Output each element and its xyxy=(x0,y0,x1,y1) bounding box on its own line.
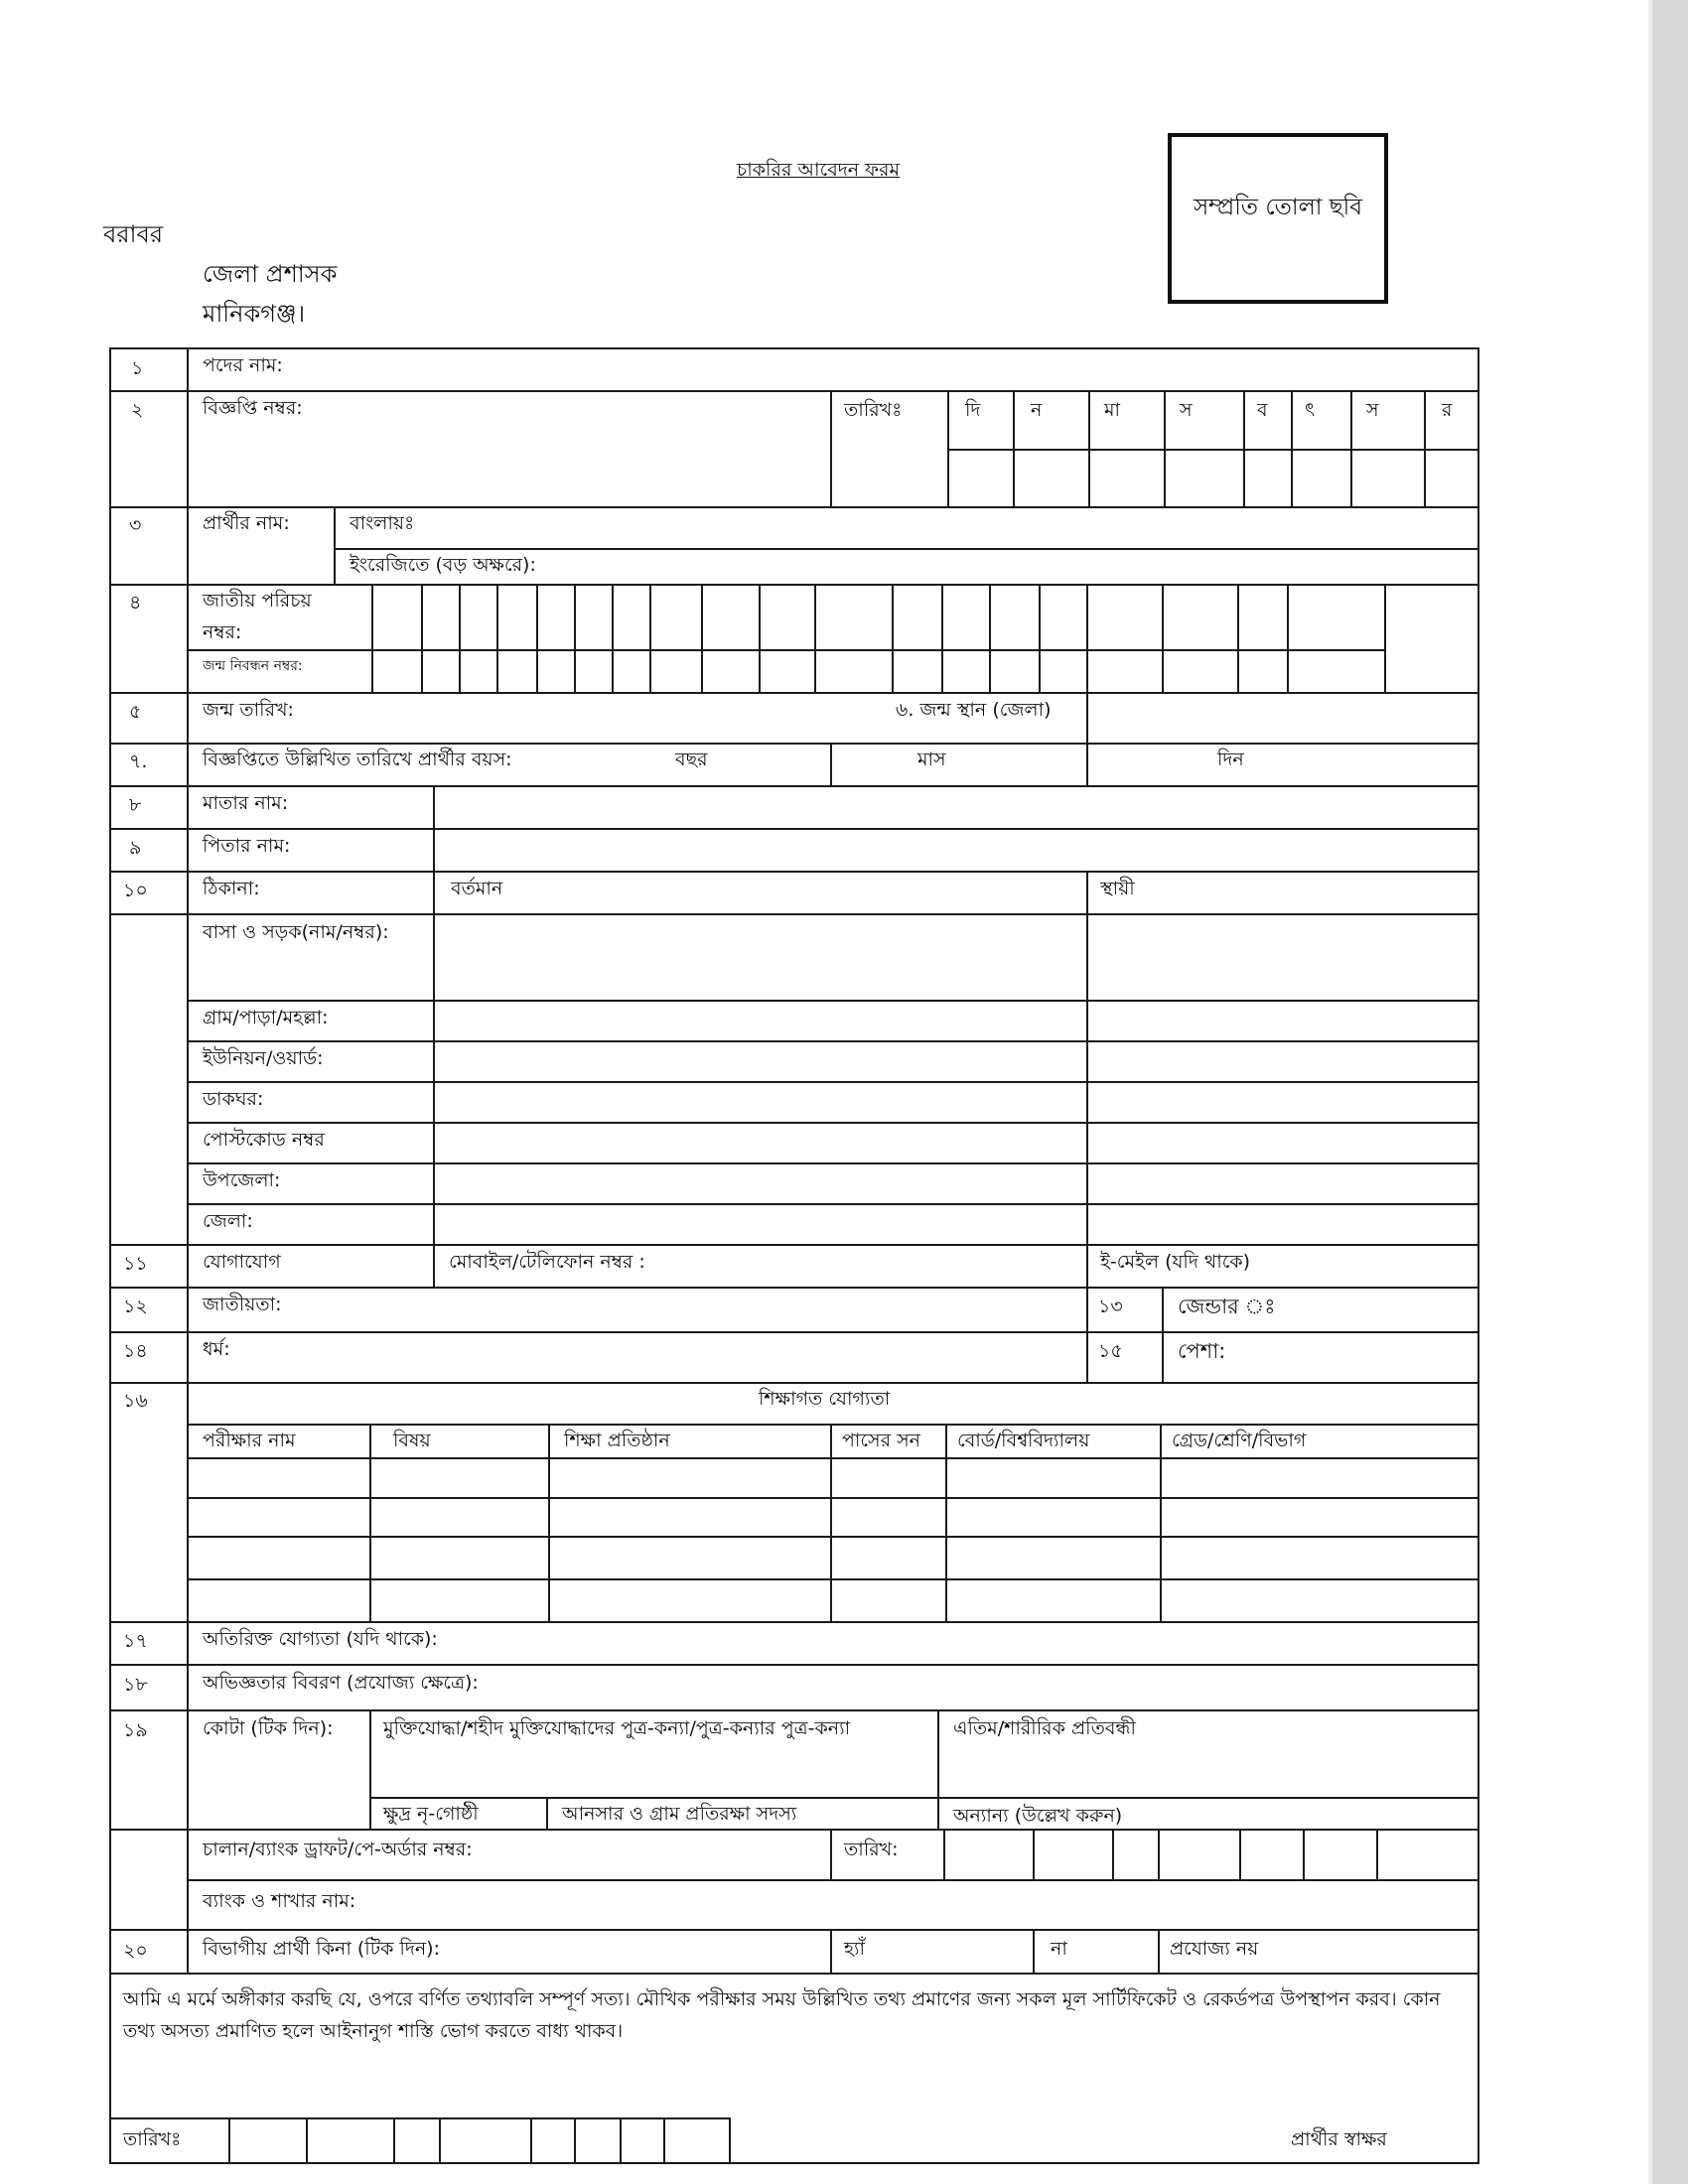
date-box-5[interactable]: ব xyxy=(1257,399,1268,421)
date-box-7[interactable]: স xyxy=(1366,399,1379,421)
email-label[interactable]: ই-মেইল (যদি থাকে) xyxy=(1100,1251,1251,1273)
quota-ansar-vdp[interactable]: আনসার ও গ্রাম প্রতিরক্ষা সদস্য xyxy=(562,1803,797,1825)
row8-num: ৮ xyxy=(129,794,142,816)
departmental-yes[interactable]: হ্যাঁ xyxy=(844,1938,866,1960)
scan-edge-shadow xyxy=(1652,0,1688,2184)
religion-label[interactable]: ধর্ম: xyxy=(203,1338,230,1360)
row2-num: ২ xyxy=(131,399,144,421)
row19-num: ১৯ xyxy=(123,1719,148,1741)
mother-name-label[interactable]: মাতার নাম: xyxy=(203,792,289,814)
departmental-no[interactable]: না xyxy=(1051,1938,1067,1960)
declaration-text: আমি এ মর্মে অঙ্গীকার করছি যে, ওপরে বর্ণিত তথ্যাবলি সম্পূর্ণ সত্য। মৌখিক পরীক্ষার সময় উল্লিখিত তথ্য প্রমাণের জন্য সকল মূল সার্টিফিকেট ও রেকর্ডপত্র উপস্থাপন করব। কোন তথ্য অসত্য প্রমাণিত হলে আইনানুগ শাস্তি ভোগ করতে বাধ্য থাকব। xyxy=(123,1988,1441,2042)
nid-label-line2: নম্বর: xyxy=(203,621,242,643)
row10-num: ১০ xyxy=(123,880,148,901)
photo-box[interactable] xyxy=(1168,133,1388,304)
row5-num: ৫ xyxy=(129,701,142,723)
name-bangla-field[interactable]: বাংলায়ঃ xyxy=(350,512,415,534)
age-month-label[interactable]: মাস xyxy=(917,749,946,770)
permanent-address-label: স্থায়ী xyxy=(1100,878,1135,899)
row13-num: ১৩ xyxy=(1098,1296,1123,1317)
quota-ethnic-minority[interactable]: ক্ষুদ্র নৃ-গোষ্ঠী xyxy=(383,1803,479,1825)
row4-num: ৪ xyxy=(129,592,142,614)
quota-orphan-disabled[interactable]: এতিম/শারীরিক প্রতিবন্ধী xyxy=(953,1717,1136,1739)
edu-col-year: পাসের সন xyxy=(842,1430,920,1451)
gender-label[interactable]: জেন্ডার ঃ xyxy=(1178,1295,1276,1318)
edu-col-board: বোর্ড/বিশ্ববিদ্যালয় xyxy=(957,1430,1090,1451)
row12-num: ১২ xyxy=(123,1296,148,1317)
birth-reg-label: জন্ম নিবন্ধন নম্বর: xyxy=(203,658,303,674)
signature-label[interactable]: প্রার্থীর স্বাক্ষর xyxy=(1291,2128,1387,2150)
departmental-not-applicable[interactable]: প্রযোজ্য নয় xyxy=(1170,1938,1259,1960)
dob-label[interactable]: জন্ম তারিখ: xyxy=(203,699,294,721)
experience-label[interactable]: অভিজ্ঞতার বিবরণ (প্রযোজ্য ক্ষেত্রে): xyxy=(203,1672,479,1694)
row17-num: ১৭ xyxy=(123,1630,148,1652)
row9-num: ৯ xyxy=(129,837,142,859)
education-heading: শিক্ষাগত যোগ্যতা xyxy=(759,1388,891,1410)
row7-num: ৭. xyxy=(129,751,148,772)
edu-col-grade: গ্রেড/শ্রেণি/বিভাগ xyxy=(1172,1430,1307,1451)
nationality-label[interactable]: জাতীয়তা: xyxy=(203,1294,282,1315)
bank-branch-label[interactable]: ব্যাংক ও শাখার নাম: xyxy=(203,1890,356,1912)
scan-edge-highlight xyxy=(1648,0,1652,2184)
age-day-label[interactable]: দিন xyxy=(1217,749,1244,770)
challan-number-label[interactable]: চালান/ব্যাংক ড্রাফট/পে-অর্ডার নম্বর: xyxy=(203,1839,473,1860)
edu-col-subject: বিষয় xyxy=(393,1430,431,1451)
addressee-to: বরাবর xyxy=(103,220,164,248)
addressee-line1: জেলা প্রশাসক xyxy=(203,260,338,288)
contact-label: যোগাযোগ xyxy=(203,1251,281,1273)
edu-col-institution: শিক্ষা প্রতিষ্ঠান xyxy=(564,1430,670,1451)
date-box-4[interactable]: স xyxy=(1180,399,1193,421)
address-field-postoffice[interactable]: ডাকঘর: xyxy=(203,1088,264,1110)
row20-num: ২০ xyxy=(123,1940,148,1962)
address-label: ঠিকানা: xyxy=(203,878,260,899)
row16-num: ১৬ xyxy=(123,1390,148,1412)
departmental-candidate-label: বিভাগীয় প্রার্থী কিনা (টিক দিন): xyxy=(203,1938,440,1960)
date-box-8[interactable]: র xyxy=(1442,399,1453,421)
date-box-1[interactable]: দি xyxy=(965,399,981,421)
date-box-6[interactable]: ৎ xyxy=(1305,399,1316,421)
row1-num: ১ xyxy=(131,357,144,379)
applicant-name-label: প্রার্থীর নাম: xyxy=(203,512,290,534)
nid-label-line1: জাতীয় পরিচয় xyxy=(203,590,312,612)
quota-freedom-fighter[interactable]: মুক্তিযোদ্ধা/শহীদ মুক্তিযোদ্ধাদের পুত্র-কন্যা/পুত্র-কন্যার পুত্র-কন্যা xyxy=(383,1717,851,1739)
notice-date-label: তারিখঃ xyxy=(844,399,903,421)
address-field-upazila[interactable]: উপজেলা: xyxy=(203,1169,281,1191)
challan-date-label: তারিখ: xyxy=(844,1839,899,1860)
quota-other[interactable]: অন্যান্য (উল্লেখ করুন) xyxy=(953,1805,1123,1827)
father-name-label[interactable]: পিতার নাম: xyxy=(203,835,291,857)
date-box-2[interactable]: ন xyxy=(1031,399,1043,421)
post-name-label[interactable]: পদের নাম: xyxy=(203,354,283,376)
quota-label: কোটা (টিক দিন): xyxy=(203,1717,334,1739)
row18-num: ১৮ xyxy=(123,1674,148,1696)
address-field-district[interactable]: জেলা: xyxy=(203,1210,253,1232)
row15-num: ১৫ xyxy=(1098,1340,1123,1362)
form-title: চাকরির আবেদন ফরম xyxy=(737,159,901,181)
row14-num: ১৪ xyxy=(123,1340,148,1362)
date-box-3[interactable]: মা xyxy=(1104,399,1121,421)
age-label: বিজ্ঞপ্তিতে উল্লিখিত তারিখে প্রার্থীর বয়স: xyxy=(203,749,512,770)
address-field-postcode[interactable]: পোস্টকোড নম্বর xyxy=(203,1129,325,1151)
notice-number-label[interactable]: বিজ্ঞপ্তি নম্বর: xyxy=(203,397,303,419)
photo-box-label: সম্প্রতি তোলা ছবি xyxy=(1193,195,1363,220)
address-field-house[interactable]: বাসা ও সড়ক(নাম/নম্বর): xyxy=(203,921,389,943)
age-year-label[interactable]: বছর xyxy=(675,749,708,770)
addressee-line2: মানিকগঞ্জ। xyxy=(203,300,306,328)
occupation-label[interactable]: পেশা: xyxy=(1178,1339,1226,1363)
address-field-village[interactable]: গ্রাম/পাড়া/মহল্লা: xyxy=(203,1007,329,1028)
row3-num: ৩ xyxy=(129,514,142,536)
present-address-label: বর্তমান xyxy=(451,878,503,899)
footer-date-label: তারিখঃ xyxy=(123,2128,182,2150)
mobile-label[interactable]: মোবাইল/টেলিফোন নম্বর : xyxy=(449,1251,645,1273)
edu-col-exam: পরীক্ষার নাম xyxy=(203,1430,296,1451)
additional-qualification-label[interactable]: অতিরিক্ত যোগ্যতা (যদি থাকে): xyxy=(203,1628,438,1650)
row11-num: ১১ xyxy=(123,1253,148,1275)
birthplace-label[interactable]: ৬. জন্ম স্থান (জেলা) xyxy=(896,699,1052,721)
address-field-union[interactable]: ইউনিয়ন/ওয়ার্ড: xyxy=(203,1047,324,1069)
name-english-field[interactable]: ইংরেজিতে (বড় অক্ষরে): xyxy=(350,554,536,576)
